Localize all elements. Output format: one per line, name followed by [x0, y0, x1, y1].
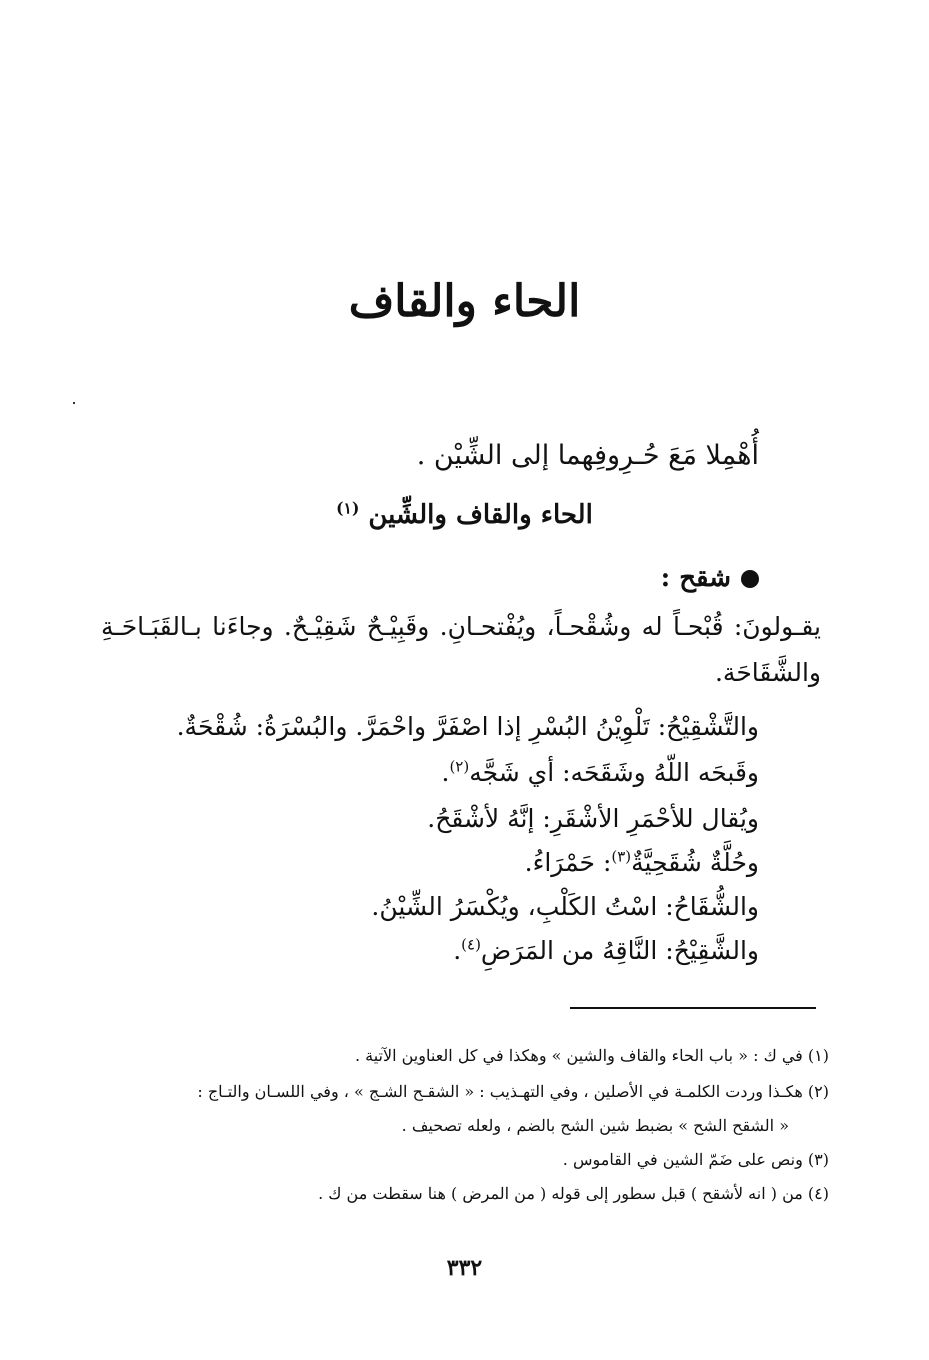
definition-text: والشُّقَاحُ: اسْتُ الكَلْبِ، ويُكْسَرُ الشِّيْنُ.: [371, 892, 759, 921]
footnote-ref-2: (٢): [449, 757, 470, 776]
definition-line: [525, 848, 759, 877]
chapter-title: الحاء والقاف: [348, 276, 581, 327]
definition-line: [177, 712, 759, 741]
page-number: ٣٣٢: [446, 1255, 483, 1281]
definition-tail: .: [453, 936, 462, 965]
section-title-text: الحاء والقاف والشِّين: [368, 500, 593, 530]
definition-line: [453, 936, 759, 965]
definition-text: والتَّشْقِيْحُ: تَلْوِيْنُ البُسْرِ إذا اصْفَرَّ واحْمَرَّ. والبُسْرَةُ: شُقْحَةٌ.: [176, 712, 759, 741]
entry-paragraph: يقـولونَ: قُبْحـاً له وشُقْحـاً، ويُفْتحـانِ. وقَبِيْـحٌ شَقِيْـحٌ. وجاءَنا بـالقَبَـاحَـةِ والشَّقَاحَة.: [101, 612, 821, 687]
footnote-4: (٤) من ( انه لأشقح ) قبل سطور إلى قوله ( من المرض ) هنا سقطت من ك .: [318, 1184, 829, 1203]
footnote-ref-3: (٣): [611, 847, 632, 866]
definition-text: وحُلَّةٌ شُقَحِيَّةٌ: [631, 848, 759, 877]
entry-heading: [661, 563, 759, 593]
footnote-2-continued: « الشقح الشح » بضبط شين الشح بالضم ، ولعله تصحيف .: [401, 1116, 789, 1135]
section-title: [0, 500, 929, 530]
definition-tail: : حَمْرَاءُ.: [524, 848, 612, 877]
scan-speck: [73, 402, 75, 404]
definition-line: [427, 804, 759, 833]
footnote-2: (٢) هكـذا وردت الكلمـة في الأصلين ، وفي التهـذيب : « الشقـح الشـج » ، وفي اللسـان والتـاج :: [197, 1082, 829, 1101]
definition-tail: .: [441, 758, 450, 787]
footnote-1: (١) في ك : « باب الحاء والقاف والشين » وهكذا في كل العناوين الآتية .: [354, 1046, 829, 1065]
definition-text: والشَّقِيْحُ: النَّاقِهُ من المَرَضِ: [480, 936, 759, 965]
definition-line: [441, 758, 759, 787]
footnote-ref-4: (٤): [461, 935, 481, 954]
footnote-3: (٣) ونص على ضَمّ الشين في القاموس .: [562, 1150, 829, 1169]
footnote-separator: [570, 1007, 816, 1009]
intro-line: أُهْمِلا مَعَ حُـرِوفِهما إلى الشِّيْن .: [416, 440, 759, 471]
bullet-icon: [741, 570, 759, 588]
definition-line: [371, 892, 759, 921]
definition-text: وقَبحَه اللّهُ وشَقَحَه: أي شَجَّه: [469, 758, 759, 787]
footnote-ref-1: (١): [336, 498, 360, 518]
entry-heading-text: شقح :: [660, 563, 731, 593]
definition-text: ويُقال للأحْمَرِ الأشْقَرِ: إنَّهُ لأشْقَحُ.: [427, 804, 759, 833]
